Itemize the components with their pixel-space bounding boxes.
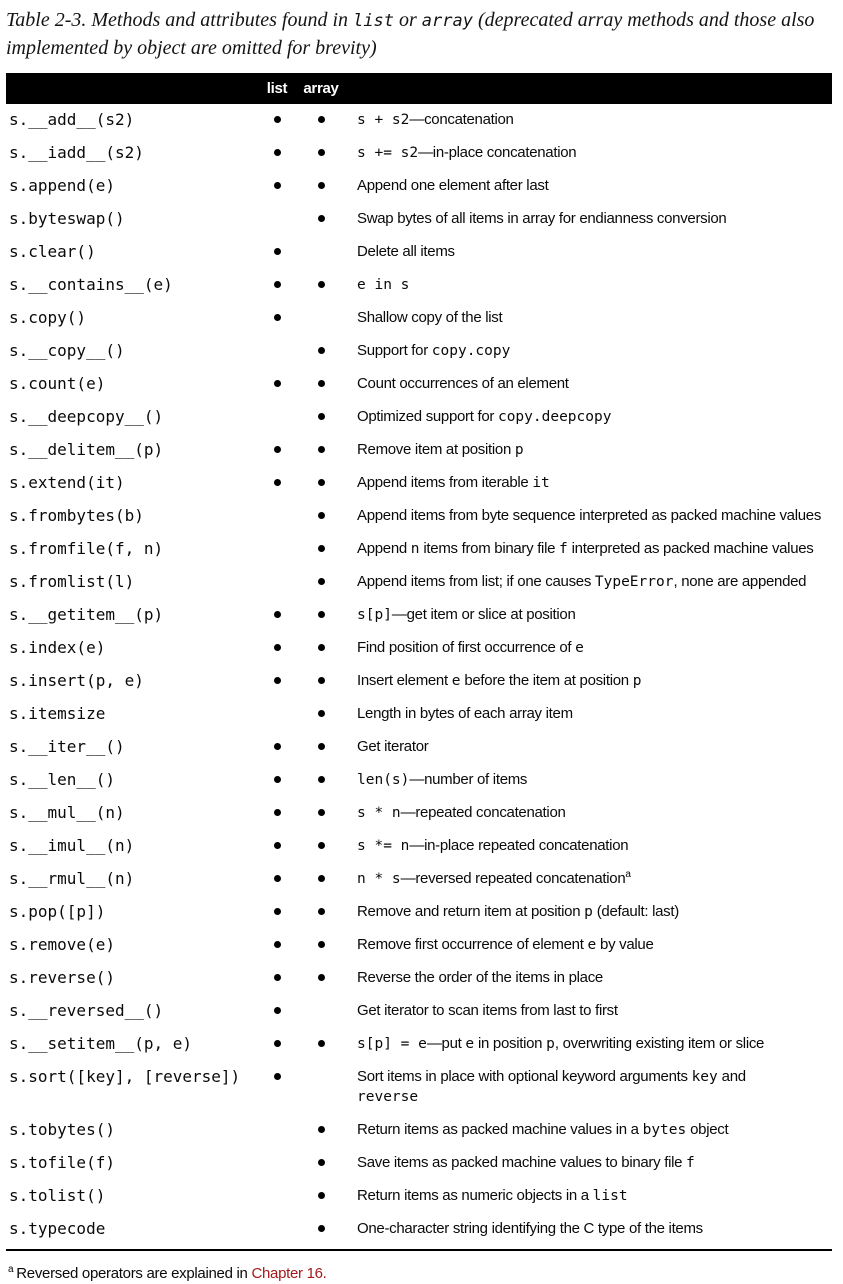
method-cell (6, 869, 256, 889)
array-cell (298, 506, 344, 519)
array-dot (318, 182, 325, 189)
description-cell: s[p] = e—put e in position p, overwriting existing item or slice (357, 1035, 765, 1052)
method-name: s.__getitem__(p) (9, 605, 164, 624)
list-cell (256, 143, 298, 156)
array-dot (318, 644, 325, 651)
description-cell: Remove and return item at position p (default: last) (357, 903, 679, 920)
array-cell (298, 770, 344, 783)
method-cell (6, 440, 256, 460)
table-row (6, 368, 832, 401)
method-name: s.__contains__(e) (9, 275, 173, 294)
array-dot (318, 677, 325, 684)
array-cell (298, 1120, 344, 1133)
method-name: s.tolist() (9, 1186, 106, 1205)
description-cell: s[p]—get item or slice at position (357, 606, 576, 623)
description-cell: Append items from byte sequence interpreted as packed machine values (357, 507, 822, 524)
list-cell (256, 737, 298, 750)
table-row (6, 104, 832, 137)
array-cell (298, 275, 344, 288)
method-name: s.append(e) (9, 176, 115, 195)
list-dot (274, 776, 281, 783)
array-cell (298, 638, 344, 651)
method-name: s.sort([key], [reverse]) (9, 1067, 241, 1086)
list-dot (274, 479, 281, 486)
description-cell: Remove first occurrence of element e by value (357, 936, 654, 953)
method-name: s.itemsize (9, 704, 106, 723)
array-dot (318, 446, 325, 453)
header-list-label: list (266, 80, 288, 97)
description-cell: Remove item at position p (357, 441, 524, 458)
description-cell: n * s—reversed repeated concatenation$^a$ (357, 869, 631, 887)
method-cell (6, 275, 256, 295)
list-cell (256, 176, 298, 189)
array-cell (298, 440, 344, 453)
array-dot (318, 1225, 325, 1232)
list-cell (256, 935, 298, 948)
list-cell (256, 902, 298, 915)
method-cell (6, 1153, 256, 1173)
method-cell (6, 1219, 256, 1239)
list-dot (274, 314, 281, 321)
table-row (6, 335, 832, 368)
method-cell (6, 506, 256, 526)
table-row (6, 665, 832, 698)
chapter-16-link[interactable]: Chapter 16. (251, 1265, 327, 1282)
method-cell (6, 176, 256, 196)
description-cell: Append items from list; if one causes TypeError, none are appended (357, 573, 807, 590)
table-row (6, 1028, 832, 1061)
description-cell: Append one element after last (357, 177, 549, 194)
footnote (6, 1251, 837, 1283)
list-cell (256, 374, 298, 387)
description-cell: Delete all items (357, 243, 455, 260)
array-cell (298, 143, 344, 156)
array-cell (298, 968, 344, 981)
description-cell: One-character string identifying the C type of the items (357, 1220, 703, 1237)
description-cell: Find position of first occurrence of e (357, 639, 584, 656)
table-row (6, 269, 832, 302)
table-row (6, 896, 832, 929)
description-cell: Get iterator (357, 738, 429, 755)
method-cell (6, 935, 256, 955)
array-cell (298, 341, 344, 354)
table-row (6, 830, 832, 863)
table-header-row (6, 73, 832, 104)
method-cell (6, 1034, 256, 1054)
list-cell (256, 869, 298, 882)
list-dot (274, 182, 281, 189)
table-row (6, 1213, 832, 1246)
list-dot (274, 116, 281, 123)
array-cell (298, 539, 344, 552)
array-dot (318, 776, 325, 783)
table-row (6, 500, 832, 533)
footnote-marker: a (8, 1264, 14, 1275)
method-cell (6, 671, 256, 691)
list-cell (256, 1067, 298, 1080)
description-cell: len(s)—number of items (357, 771, 528, 788)
array-dot (318, 545, 325, 552)
method-name: s.__len__() (9, 770, 115, 789)
method-name: s.fromfile(f, n) (9, 539, 164, 558)
array-dot (318, 149, 325, 156)
list-dot (274, 908, 281, 915)
table-row (6, 467, 832, 500)
table-row (6, 401, 832, 434)
description-cell: Count occurrences of an element (357, 375, 569, 392)
list-dot (274, 446, 281, 453)
table-row (6, 863, 832, 896)
table-row (6, 302, 832, 335)
description-cell: Swap bytes of all items in array for endianness conversion (357, 210, 727, 227)
list-cell (256, 605, 298, 618)
methods-table (6, 73, 832, 1246)
list-cell (256, 1001, 298, 1014)
table-row (6, 533, 832, 566)
table-row (6, 170, 832, 203)
table-row (6, 1061, 832, 1114)
table-caption: Table 2-3. Methods and attributes found in list or array (deprecated array methods and those also implemented by object are omitted for brevity) (6, 9, 815, 59)
method-cell (6, 1186, 256, 1206)
method-name: s.fromlist(l) (9, 572, 135, 591)
table-row (6, 137, 832, 170)
method-cell (6, 341, 256, 361)
method-cell (6, 803, 256, 823)
method-name: s.tobytes() (9, 1120, 115, 1139)
list-cell (256, 770, 298, 783)
array-dot (318, 941, 325, 948)
list-cell (256, 308, 298, 321)
description-cell: Append items from iterable it (357, 474, 550, 491)
method-name: s.reverse() (9, 968, 115, 987)
description-cell: Return items as packed machine values in a bytes object (357, 1121, 729, 1138)
method-cell (6, 407, 256, 427)
method-name: s.__iadd__(s2) (9, 143, 144, 162)
array-cell (298, 737, 344, 750)
method-name: s.__reversed__() (9, 1001, 164, 1020)
method-name: s.pop([p]) (9, 902, 106, 921)
method-name: s.remove(e) (9, 935, 115, 954)
table-row (6, 995, 832, 1028)
array-cell (298, 209, 344, 222)
array-cell (298, 473, 344, 486)
method-name: s.__rmul__(n) (9, 869, 135, 888)
table-row (6, 764, 832, 797)
array-cell (298, 1034, 344, 1047)
list-dot (274, 875, 281, 882)
array-dot (318, 578, 325, 585)
array-dot (318, 1126, 325, 1133)
method-name: s.frombytes(b) (9, 506, 144, 525)
list-dot (274, 380, 281, 387)
array-cell (298, 935, 344, 948)
array-cell (298, 902, 344, 915)
method-cell (6, 836, 256, 856)
description-cell: Support for copy.copy (357, 342, 511, 359)
table-row (6, 698, 832, 731)
list-dot (274, 974, 281, 981)
array-dot (318, 743, 325, 750)
description-cell: s *= n—in-place repeated concatenation (357, 837, 629, 854)
list-cell (256, 110, 298, 123)
method-cell (6, 638, 256, 658)
table-row (6, 1114, 832, 1147)
list-dot (274, 1073, 281, 1080)
method-cell (6, 473, 256, 493)
method-name: s.typecode (9, 1219, 106, 1238)
array-cell (298, 110, 344, 123)
method-cell (6, 1001, 256, 1021)
list-cell (256, 275, 298, 288)
description-cell: s + s2—concatenation (357, 111, 514, 128)
method-cell (6, 1120, 256, 1140)
list-cell (256, 803, 298, 816)
list-dot (274, 809, 281, 816)
array-dot (318, 611, 325, 618)
footnote-text: Reversed operators are explained in (16, 1265, 252, 1282)
method-name: s.copy() (9, 308, 87, 327)
array-cell (298, 374, 344, 387)
method-cell (6, 770, 256, 790)
method-name: s.__mul__(n) (9, 803, 125, 822)
method-cell (6, 374, 256, 394)
method-name: s.__copy__() (9, 341, 125, 360)
table-row (6, 962, 832, 995)
array-dot (318, 842, 325, 849)
description-cell: Append n items from binary file f interpreted as packed machine values (357, 540, 814, 557)
method-name: s.__iter__() (9, 737, 125, 756)
method-name: s.index(e) (9, 638, 106, 657)
method-name: s.count(e) (9, 374, 106, 393)
method-cell (6, 209, 256, 229)
array-dot (318, 347, 325, 354)
description-cell: Optimized support for copy.deepcopy (357, 408, 612, 425)
array-cell (298, 836, 344, 849)
description-cell: Length in bytes of each array item (357, 705, 573, 722)
array-dot (318, 1192, 325, 1199)
array-dot (318, 974, 325, 981)
array-dot (318, 809, 325, 816)
table-row (6, 929, 832, 962)
method-cell (6, 539, 256, 559)
table-body (6, 104, 832, 1246)
table-row (6, 599, 832, 632)
method-cell (6, 242, 256, 262)
array-cell (298, 803, 344, 816)
method-name: s.__delitem__(p) (9, 440, 164, 459)
list-dot (274, 941, 281, 948)
method-name: s.__setitem__(p, e) (9, 1034, 193, 1053)
array-dot (318, 908, 325, 915)
description-cell: Save items as packed machine values to binary file f (357, 1154, 695, 1171)
method-cell (6, 308, 256, 328)
array-dot (318, 380, 325, 387)
table-row (6, 632, 832, 665)
method-cell (6, 968, 256, 988)
list-dot (274, 281, 281, 288)
array-cell (298, 572, 344, 585)
list-cell (256, 1034, 298, 1047)
array-dot (318, 413, 325, 420)
list-dot (274, 611, 281, 618)
array-cell (298, 704, 344, 717)
list-cell (256, 473, 298, 486)
array-cell (298, 1219, 344, 1232)
list-cell (256, 638, 298, 651)
array-dot (318, 512, 325, 519)
array-dot (318, 1040, 325, 1047)
list-cell (256, 242, 298, 255)
list-cell (256, 968, 298, 981)
description-cell: e in s (357, 277, 410, 293)
method-name: s.__imul__(n) (9, 836, 135, 855)
list-cell (256, 671, 298, 684)
list-dot (274, 1040, 281, 1047)
array-cell (298, 1153, 344, 1166)
method-cell (6, 1067, 256, 1087)
method-cell (6, 902, 256, 922)
list-dot (274, 149, 281, 156)
description-cell: Shallow copy of the list (357, 309, 503, 326)
list-dot (274, 842, 281, 849)
list-cell (256, 440, 298, 453)
method-cell (6, 704, 256, 724)
table-row (6, 434, 832, 467)
description-cell: Get iterator to scan items from last to first (357, 1002, 618, 1019)
method-name: s.byteswap() (9, 209, 125, 228)
description-cell: Return items as numeric objects in a list (357, 1187, 628, 1204)
table-row (6, 236, 832, 269)
description-cell: s * n—repeated concatenation (357, 804, 566, 821)
array-dot (318, 215, 325, 222)
array-dot (318, 875, 325, 882)
method-name: s.tofile(f) (9, 1153, 115, 1172)
method-cell (6, 110, 256, 130)
table-row (6, 1147, 832, 1180)
array-cell (298, 671, 344, 684)
description-cell: Sort items in place with optional keyword arguments key and reverse (357, 1068, 746, 1105)
method-cell (6, 143, 256, 163)
array-cell (298, 407, 344, 420)
description-cell: Insert element e before the item at position p (357, 672, 642, 689)
table-row (6, 566, 832, 599)
method-cell (6, 605, 256, 625)
list-dot (274, 677, 281, 684)
array-dot (318, 1159, 325, 1166)
array-dot (318, 479, 325, 486)
list-dot (274, 743, 281, 750)
array-cell (298, 176, 344, 189)
header-array-label: array (303, 80, 339, 97)
method-cell (6, 737, 256, 757)
array-dot (318, 116, 325, 123)
table-row (6, 1180, 832, 1213)
array-dot (318, 710, 325, 717)
table-row (6, 797, 832, 830)
array-cell (298, 1186, 344, 1199)
list-dot (274, 1007, 281, 1014)
table-row (6, 203, 832, 236)
method-name: s.__deepcopy__() (9, 407, 164, 426)
table-row (6, 731, 832, 764)
list-dot (274, 248, 281, 255)
method-name: s.insert(p, e) (9, 671, 144, 690)
array-cell (298, 869, 344, 882)
method-name: s.extend(it) (9, 473, 125, 492)
array-dot (318, 281, 325, 288)
description-cell: Reverse the order of the items in place (357, 969, 603, 986)
method-cell (6, 572, 256, 592)
list-dot (274, 644, 281, 651)
method-name: s.clear() (9, 242, 96, 261)
method-name: s.__add__(s2) (9, 110, 135, 129)
description-cell: s += s2—in-place concatenation (357, 144, 577, 161)
list-cell (256, 836, 298, 849)
array-cell (298, 605, 344, 618)
